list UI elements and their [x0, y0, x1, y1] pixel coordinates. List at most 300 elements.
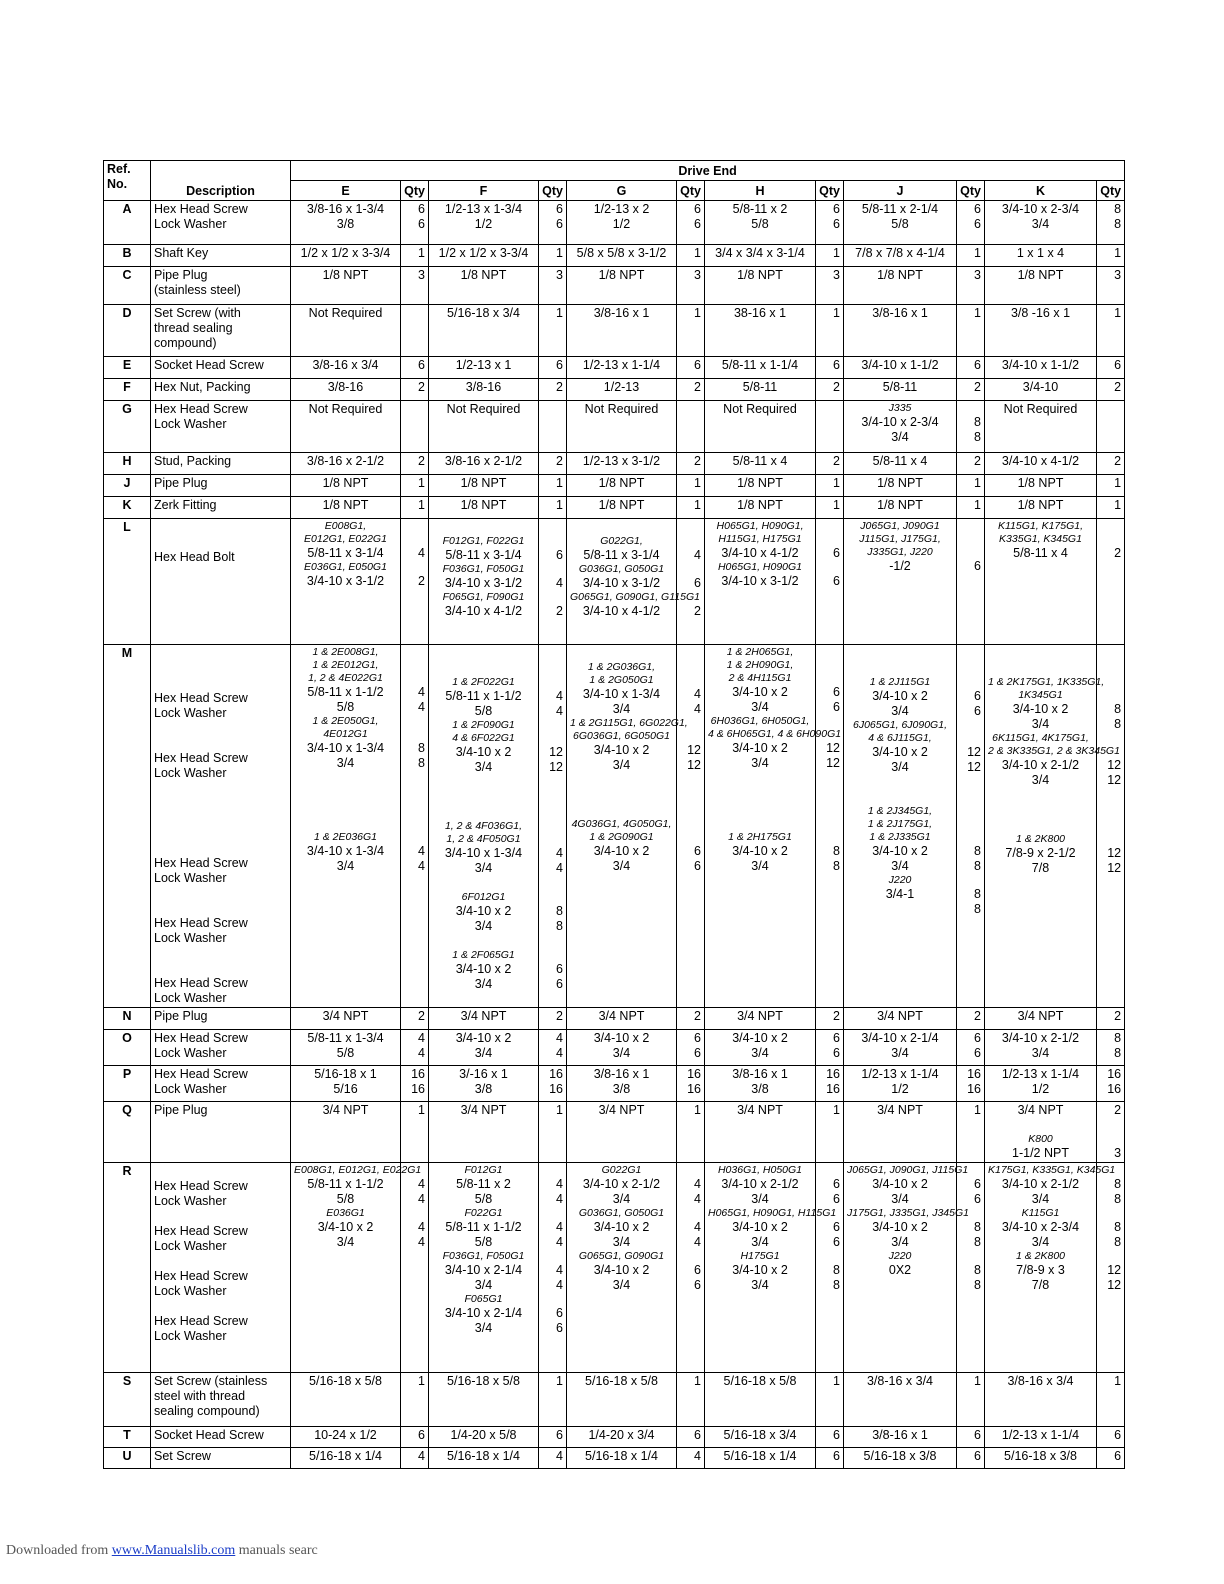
size-value: 3/4-10 x 2: [455, 1031, 512, 1045]
size-cell-e: [291, 1030, 401, 1066]
size-value: 3/8-16: [327, 380, 364, 394]
qty-cell-j: [957, 379, 985, 401]
qty-cell-f: [539, 357, 567, 379]
table-row: [104, 1008, 1125, 1030]
size-value: [432, 805, 535, 820]
size-cell-f: [429, 1163, 539, 1373]
qty-value: 8: [974, 430, 981, 444]
qty-cell-g: [677, 1008, 705, 1030]
qty-value: 8: [974, 1220, 981, 1234]
qty-value: 6: [974, 559, 981, 573]
model-numbers: 1 & 2J335G1: [869, 831, 931, 843]
description-line: Zerk Fitting: [154, 498, 217, 512]
size-value: 3/8-16 x 2-1/2: [306, 454, 385, 468]
qty-value: 8: [1114, 1220, 1122, 1234]
model-numbers: 1 & 2F090G1: [452, 719, 515, 731]
size-value: [432, 661, 535, 676]
size-cell-h: [705, 1448, 816, 1469]
qty-value: 8: [418, 756, 425, 770]
size-value: 5/16-18 x 1: [314, 1067, 377, 1081]
qty-value: 6: [833, 358, 840, 372]
qty-value: 16: [826, 1082, 840, 1096]
size-value: 3/8 -16 x 1: [1010, 306, 1071, 320]
size-value: 1/2-13: [603, 380, 640, 394]
qty-value: [960, 1250, 981, 1263]
table-row: [104, 245, 1125, 267]
description-line: Hex Head Screw: [154, 916, 248, 930]
size-value: 3/4: [1031, 1192, 1050, 1206]
description-cell: [151, 201, 291, 245]
size-value: 3/4 NPT: [460, 1009, 507, 1023]
table-row: [104, 1427, 1125, 1448]
size-cell-f: [429, 519, 539, 645]
qty-value: 6: [833, 1220, 840, 1234]
qty-cell-g: [677, 453, 705, 475]
qty-value: 2: [556, 380, 563, 394]
model-numbers: 1 & 2H175G1: [728, 831, 792, 843]
model-numbers: 1 & 2E036G1: [313, 831, 378, 843]
qty-value: [542, 891, 563, 904]
size-cell-g: [567, 453, 677, 475]
size-value: [432, 876, 535, 891]
qty-value: 6: [556, 1306, 563, 1320]
model-numbers: 6J065G1, 6J090G1,: [853, 719, 947, 731]
qty-value: [819, 816, 840, 831]
qty-value: 6: [833, 574, 840, 588]
size-cell-k: [985, 1008, 1097, 1030]
size-cell-e: [291, 1163, 422, 1373]
size-cell-j: [844, 1066, 957, 1102]
size-cell-e: [291, 645, 401, 1008]
description-cell: [151, 453, 291, 475]
qty-cell-j: [957, 1373, 985, 1427]
size-value: 1/8 NPT: [460, 476, 507, 490]
qty-value: 4: [556, 689, 563, 703]
qty-value: 12: [549, 745, 563, 759]
size-value: 5/8-11 x 1-1/2: [445, 689, 522, 703]
size-value: 3/4-10 x 2-1/2: [582, 1177, 661, 1191]
qty-value: [542, 805, 563, 820]
qty-value: [819, 801, 840, 816]
qty-value: 16: [549, 1067, 563, 1081]
qty-value: [960, 790, 981, 805]
qty-value: 8: [1114, 1235, 1122, 1249]
description-line: Set Screw (with: [154, 306, 241, 320]
qty-cell-f: [539, 497, 567, 519]
size-cell-g: [567, 305, 677, 357]
size-value: 3/4-10 x 2-1/2: [1001, 1177, 1080, 1191]
size-value: 3/4 x 3/4 x 3-1/4: [715, 246, 805, 260]
qty-value: 6: [556, 548, 563, 562]
qty-cell-g: [677, 245, 705, 267]
qty-value: 8: [556, 919, 563, 933]
qty-cell-f: [539, 475, 567, 497]
size-cell-h: [705, 645, 842, 1008]
size-value: 3/4: [751, 1046, 769, 1060]
qty-value: 8: [418, 741, 425, 755]
qty-value: 12: [1107, 1278, 1122, 1292]
qty-cell-f: [539, 379, 567, 401]
size-cell-j: [844, 1163, 969, 1373]
description-line: [154, 661, 287, 676]
qty-value: 8: [1114, 1177, 1122, 1191]
model-numbers: F036G1, F050G1: [442, 1250, 525, 1262]
description-cell: [151, 1427, 291, 1448]
qty-value: 6: [974, 1031, 981, 1045]
qty-value: 4: [556, 1177, 563, 1191]
qty-value: 8: [556, 904, 563, 918]
qty-value: [542, 1207, 563, 1220]
qty-cell-h: [816, 1030, 844, 1066]
model-numbers: 1 & 2F022G1: [452, 676, 515, 688]
description-line: [154, 826, 287, 841]
table-row: [104, 1066, 1125, 1102]
qty-cell-f: [539, 245, 567, 267]
qty-value: 2: [418, 380, 425, 394]
qty-value: [960, 533, 981, 546]
size-value: 5/8-11 x 3-1/4: [307, 546, 384, 560]
description-line: thread sealing: [154, 321, 233, 335]
description-cell: [151, 1163, 291, 1373]
qty-value: 4: [556, 576, 563, 590]
size-cell-k: [985, 357, 1097, 379]
qty-value: [542, 934, 563, 949]
size-value: 5/8-11 x 3-1/4: [583, 548, 660, 562]
size-cell-h: [705, 497, 816, 519]
description-cell: [151, 1373, 291, 1427]
qty-cell-j: [957, 519, 985, 645]
qty-value: [404, 533, 425, 546]
size-value: 5/16-18 x 1/4: [585, 1449, 658, 1463]
qty-value: [404, 831, 425, 844]
model-numbers: J065G1, J090G1: [860, 520, 940, 532]
qty-cell-f: [539, 201, 567, 245]
size-cell-e: [291, 453, 401, 475]
qty-value: [1100, 533, 1121, 546]
qty-value: 4: [556, 1449, 563, 1463]
size-cell-h: [705, 357, 816, 379]
size-value: 3/4: [474, 1046, 493, 1060]
qty-value: 16: [826, 1067, 840, 1081]
size-value: 3/4: [891, 1235, 909, 1249]
manualslib-link[interactable]: www.Manualslib.com: [111, 1543, 236, 1558]
qty-value: [404, 816, 425, 831]
qty-cell-e: [401, 1373, 429, 1427]
drive-end-header: Drive End: [291, 161, 1125, 181]
model-numbers: K175G1, K335G1, K345G1: [988, 1164, 1116, 1176]
qty-cell-g: [677, 645, 705, 1008]
qty-value: 12: [687, 743, 701, 757]
qty-cell-j: [957, 401, 985, 453]
qty-cell-h: [816, 1008, 844, 1030]
qty-cell-j: [957, 357, 985, 379]
size-value: 3/4: [1031, 1046, 1050, 1060]
description-line: Hex Head Bolt: [154, 550, 235, 564]
size-value: 3/8-16 x 2-1/2: [444, 454, 523, 468]
size-cell-j: [844, 305, 957, 357]
description-line: Pipe Plug: [154, 1103, 208, 1117]
qty-cell-k: [1097, 245, 1125, 267]
qty-value: [404, 715, 425, 728]
qty-cell-j: [957, 1448, 985, 1469]
qty-cell-e: [401, 519, 429, 645]
size-value: 3/8: [336, 217, 355, 231]
description-cell: [151, 1008, 291, 1030]
model-numbers: 1 & 2J345G1,: [867, 805, 933, 817]
size-value: 3/-16 x 1: [459, 1067, 508, 1081]
description-line: Lock Washer: [154, 1082, 227, 1096]
size-value: 1/8 NPT: [1017, 476, 1064, 490]
size-value: 3/4 NPT: [598, 1103, 645, 1117]
size-value: 3/4-10 x 2: [872, 745, 928, 759]
ref-no: A: [104, 201, 151, 245]
model-numbers: H065G1, H090G1, H115G1: [708, 1207, 837, 1219]
qty-value: 6: [694, 576, 701, 590]
qty-value: 1: [556, 246, 563, 260]
size-value: 3/4-10 x 4-1/2: [444, 604, 523, 618]
qty-value: 3: [974, 268, 981, 282]
size-value: 3/4-10 x 2: [593, 1263, 650, 1277]
qty-value: 1: [418, 1103, 425, 1117]
size-value: 3/8: [751, 1082, 769, 1096]
size-value: 3/4-10 x 2: [593, 743, 650, 757]
model-numbers: 6H036G1, 6H050G1,: [710, 715, 810, 727]
ref-no: M: [104, 645, 151, 1008]
size-value: 1 x 1 x 4: [1016, 246, 1065, 260]
model-numbers: 1 & 2H065G1,: [726, 646, 794, 658]
size-cell-g: [567, 1163, 677, 1373]
column-header-e: E: [291, 181, 401, 201]
qty-value: 12: [1107, 846, 1122, 860]
qty-value: 1: [974, 498, 981, 512]
qty-value: [404, 801, 425, 816]
qty-value: [404, 672, 425, 685]
qty-value: [680, 1207, 701, 1220]
size-value: 3/4-10 x 2-3/4: [861, 415, 939, 429]
size-value: [847, 646, 953, 661]
qty-cell-g: [677, 201, 705, 245]
qty-value: [819, 672, 840, 685]
description-line: [154, 796, 287, 811]
qty-value: [1100, 833, 1121, 846]
qty-value: 8: [1114, 1031, 1122, 1045]
qty-value: 4: [418, 685, 425, 699]
qty-value: 12: [1107, 1263, 1122, 1277]
model-numbers: F065G1: [464, 1293, 503, 1305]
description-cell: [151, 357, 291, 379]
size-cell-h: [705, 453, 816, 475]
model-numbers: 1, 2 & 4F050G1: [446, 833, 521, 845]
qty-value: 1: [418, 246, 425, 260]
qty-header: Qty: [401, 181, 429, 201]
qty-value: [960, 646, 981, 661]
qty-value: 2: [833, 1009, 840, 1023]
size-cell-g: [567, 645, 688, 1008]
size-value: 3/8: [612, 1082, 631, 1096]
size-value: 3/4 NPT: [1017, 1103, 1064, 1117]
qty-value: 1: [1114, 498, 1122, 512]
qty-cell-f: [539, 1102, 567, 1163]
size-cell-j: [844, 1030, 957, 1066]
qty-value: 1: [556, 476, 563, 490]
size-value: 0X2: [888, 1263, 912, 1277]
qty-value: 2: [556, 604, 563, 618]
qty-value: 6: [694, 844, 701, 858]
size-cell-k: [985, 1448, 1097, 1469]
model-numbers: 1, 2 & 4E022G1: [308, 672, 383, 684]
qty-value: 6: [1114, 358, 1122, 372]
size-value: [988, 803, 1093, 818]
qty-value: [1100, 646, 1121, 661]
qty-cell-k: [1097, 1066, 1125, 1102]
qty-cell-k: [1097, 1102, 1125, 1163]
qty-header: Qty: [957, 181, 985, 201]
qty-value: 1: [694, 1374, 701, 1388]
table-row: [104, 1102, 1125, 1163]
qty-value: 4: [418, 1031, 425, 1045]
qty-value: 8: [1114, 217, 1122, 231]
qty-value: 1: [556, 1374, 563, 1388]
qty-value: 1: [974, 306, 981, 320]
qty-value: 6: [833, 1031, 840, 1045]
model-numbers: G065G1, G090G1: [578, 1250, 665, 1262]
qty-cell-k: [1097, 645, 1125, 1008]
qty-value: 16: [411, 1082, 425, 1096]
qty-value: [680, 730, 701, 743]
qty-value: 1: [694, 498, 701, 512]
size-value: 3/4: [336, 1235, 355, 1249]
model-numbers: F012G1, F022G1: [442, 535, 525, 547]
qty-value: 12: [826, 756, 840, 770]
model-numbers: E008G1,: [324, 520, 367, 532]
table-row: [104, 1163, 1125, 1373]
qty-cell-k: [1097, 1008, 1125, 1030]
size-cell-j: [844, 201, 957, 245]
qty-cell-k: [1097, 453, 1125, 475]
qty-value: 6: [694, 217, 701, 231]
qty-value: 8: [974, 902, 981, 916]
size-value: 1/8 NPT: [598, 268, 645, 282]
qty-value: 6: [694, 202, 701, 216]
qty-value: 4: [694, 1220, 701, 1234]
size-value: [847, 775, 953, 790]
size-cell-j: [844, 357, 957, 379]
description-cell: [151, 475, 291, 497]
qty-cell-g: [677, 1448, 705, 1469]
description-line: Hex Head Screw: [154, 751, 248, 765]
qty-cell-f: [539, 1163, 567, 1373]
qty-value: [680, 773, 701, 788]
qty-cell-g: [677, 379, 705, 401]
size-value: 3/4-10 x 2: [732, 1220, 788, 1234]
qty-cell-k: [1097, 1030, 1125, 1066]
qty-value: 12: [687, 758, 701, 772]
qty-value: [1100, 818, 1121, 833]
description-line: Pipe Plug: [154, 476, 208, 490]
size-cell-g: [567, 475, 677, 497]
size-value: 3/4-10 x 2-1/2: [1001, 758, 1080, 772]
qty-value: 6: [556, 1428, 563, 1442]
description-line: Lock Washer: [154, 217, 227, 231]
qty-value: 2: [974, 380, 981, 394]
size-value: 7/8: [1031, 1278, 1050, 1292]
size-value: 5/16-18 x 1/4: [309, 1449, 382, 1463]
description-line: Set Screw (stainless: [154, 1374, 268, 1388]
size-cell-k: [985, 519, 1097, 645]
model-numbers: 1 & 2G115G1, 6G022G1,: [570, 717, 688, 729]
size-value: 3/4-10 x 2-1/2: [1001, 1031, 1080, 1045]
size-value: 5/8: [336, 1046, 355, 1060]
description-line: Hex Head Screw: [154, 402, 248, 416]
description-cell: [151, 645, 291, 1008]
model-numbers: 1 & 2H090G1,: [726, 659, 794, 671]
qty-value: 4: [556, 1031, 563, 1045]
size-value: 1/2 x 1/2 x 3-3/4: [300, 246, 391, 260]
qty-value: 1: [556, 306, 563, 320]
size-value: 5/8-11 x 2: [456, 1177, 511, 1191]
size-cell-f: [429, 1102, 539, 1163]
qty-value: [1100, 803, 1121, 818]
size-value: 3/4-10 x 2: [872, 1220, 928, 1234]
qty-value: 8: [833, 859, 840, 873]
size-cell-k: [985, 1163, 1116, 1373]
size-value: 3/4: [751, 1192, 769, 1206]
qty-value: 6: [694, 1263, 701, 1277]
description-cell: [151, 267, 291, 305]
size-value: [708, 771, 812, 786]
qty-value: 2: [694, 604, 701, 618]
model-numbers: J220: [888, 874, 912, 886]
description-line: [154, 1209, 287, 1224]
size-value: 3/4: [751, 859, 769, 873]
size-value: 3/4-10 x 2: [872, 844, 928, 858]
size-value: 7/8: [1031, 861, 1050, 875]
qty-value: [819, 771, 840, 786]
size-cell-e: [291, 1427, 401, 1448]
qty-value: 1: [974, 246, 981, 260]
size-cell-f: [429, 1373, 539, 1427]
qty-value: 16: [967, 1067, 981, 1081]
qty-value: [542, 520, 563, 535]
size-value: Not Required: [1003, 402, 1078, 416]
qty-value: [404, 402, 425, 417]
qty-value: [819, 1250, 840, 1263]
column-header-j: J: [844, 181, 957, 201]
size-value: 3/4-10 x 2: [455, 962, 512, 976]
description-line: Hex Head Screw: [154, 1179, 248, 1193]
size-value: 1/2: [474, 217, 493, 231]
size-value: 3/4 NPT: [598, 1009, 645, 1023]
size-value: 5/8: [474, 1192, 493, 1206]
qty-value: [960, 661, 981, 676]
qty-value: 2: [556, 454, 563, 468]
size-value: 3/4 NPT: [1017, 1009, 1064, 1023]
size-value: [847, 661, 953, 676]
qty-value: 4: [694, 702, 701, 716]
size-value: 3/4: [612, 1235, 631, 1249]
qty-value: 6: [694, 1428, 701, 1442]
qty-value: [1100, 732, 1121, 745]
qty-cell-h: [816, 267, 844, 305]
qty-value: [960, 818, 981, 831]
qty-value: 16: [967, 1082, 981, 1096]
size-cell-h: [705, 305, 816, 357]
qty-value: [819, 402, 840, 417]
model-numbers: 1 & 2E012G1,: [312, 659, 379, 671]
size-value: 5/8-11 x 4: [872, 454, 928, 468]
description-line: [154, 781, 287, 796]
qty-value: 6: [556, 217, 563, 231]
